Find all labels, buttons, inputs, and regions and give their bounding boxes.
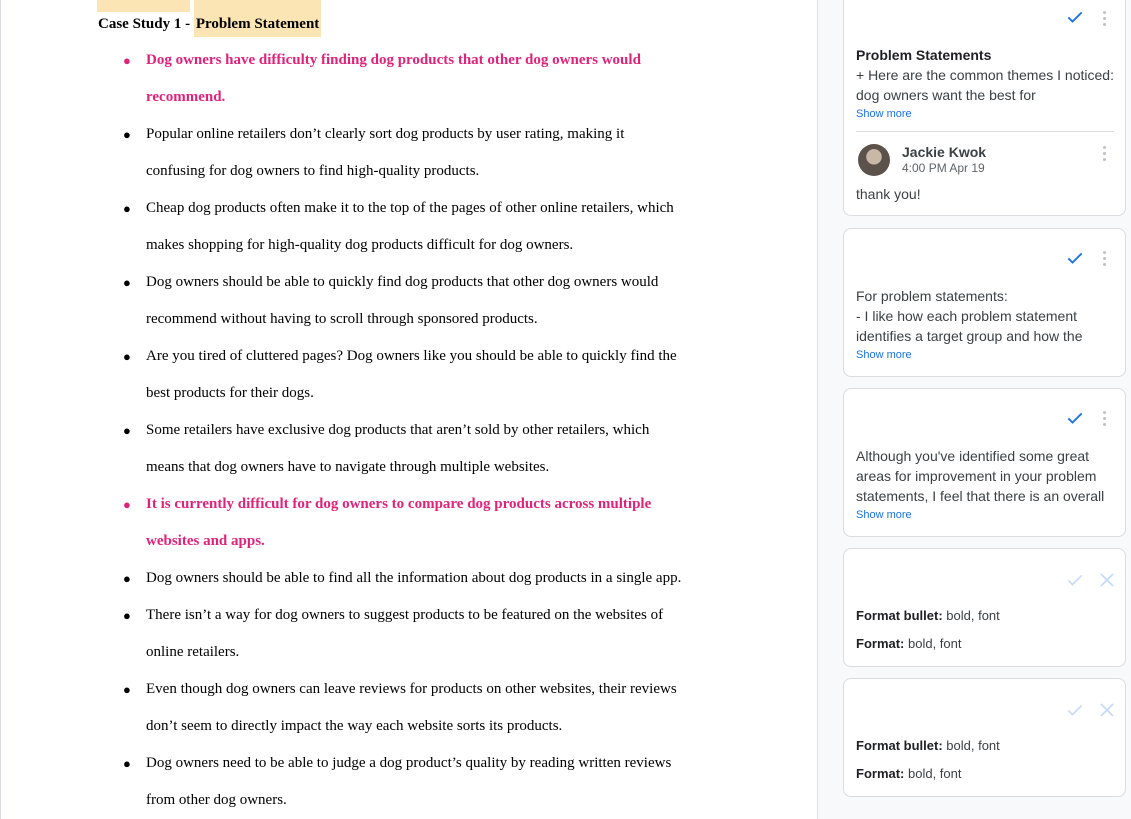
bullet-line[interactable] xyxy=(1,708,741,745)
bullet-line[interactable] xyxy=(1,634,741,671)
bullet-line[interactable] xyxy=(1,375,741,412)
comment-body: + Here are the common themes I noticed: dog owners want the best for xyxy=(856,67,1114,103)
bullet-line[interactable] xyxy=(1,190,741,227)
bullet-glyph: ● xyxy=(123,682,131,697)
divider xyxy=(856,131,1114,132)
check-icon[interactable] xyxy=(1065,408,1085,428)
format-bullet-line xyxy=(856,608,1000,623)
bullet-glyph: ● xyxy=(123,201,131,216)
more-vert-icon[interactable] xyxy=(1103,411,1107,427)
bullet-glyph: ● xyxy=(123,275,131,290)
format-bullet-line xyxy=(856,738,1000,753)
format-label: Format: xyxy=(856,766,905,781)
bullet-text: Dog owners have difficulty finding dog products that other dog owners would xyxy=(146,52,641,68)
bullet-text: It is currently difficult for dog owners to compare dog products across multiple xyxy=(146,496,652,512)
reject-close-icon[interactable] xyxy=(1099,702,1115,718)
bullet-line[interactable] xyxy=(1,782,741,819)
check-icon[interactable] xyxy=(1065,248,1085,268)
bullet-line[interactable] xyxy=(1,227,741,264)
bullet-glyph: ● xyxy=(123,571,131,586)
show-more-link[interactable]: Show more xyxy=(856,509,912,521)
bullet-text: Some retailers have exclusive dog products that aren’t sold by other retailers, which xyxy=(146,422,650,438)
bullet-line[interactable] xyxy=(1,338,741,375)
highlight-fragment xyxy=(97,0,190,12)
more-vert-icon[interactable] xyxy=(1103,11,1107,27)
more-vert-icon[interactable] xyxy=(1103,251,1107,267)
reply-author: Jackie Kwok xyxy=(902,144,987,160)
bullet-line[interactable] xyxy=(1,560,741,597)
comment-card-3[interactable] xyxy=(843,388,1126,537)
format-bullet-label: Format bullet: xyxy=(856,738,943,753)
format-bullet-value: bold, font xyxy=(942,738,1000,753)
format-line xyxy=(856,766,962,781)
comment-card-2[interactable] xyxy=(843,228,1126,377)
bullet-line[interactable] xyxy=(1,153,741,190)
bullet-text: Cheap dog products often make it to the top of the pages of other online retailers, which xyxy=(146,200,674,216)
heading-highlighted-text[interactable]: Problem Statement xyxy=(194,0,321,37)
bullet-glyph: ● xyxy=(123,423,131,438)
bullet-text: Dog owners should be able to quickly find dog products that other dog owners would xyxy=(146,274,659,290)
bullet-line[interactable] xyxy=(1,116,741,153)
bullet-glyph: ● xyxy=(123,127,131,142)
bullet-glyph: ● xyxy=(123,53,131,68)
bullet-text: Dog owners should be able to find all the information about dog products in a single app. xyxy=(146,570,682,586)
heading-prefix: Case Study 1 - xyxy=(98,16,194,32)
more-vert-icon[interactable] xyxy=(1103,146,1107,162)
bullet-line[interactable] xyxy=(1,671,741,708)
bullet-line[interactable] xyxy=(1,412,741,449)
comment-body: For problem statements: - I like how each problem statement identifies a target group and how the xyxy=(856,288,1083,344)
bullet-line[interactable] xyxy=(1,745,741,782)
bullet-text: makes shopping for high-quality dog products difficult for dog owners. xyxy=(146,237,574,253)
suggestion-card-1[interactable] xyxy=(843,548,1126,667)
suggestion-card-2[interactable] xyxy=(843,678,1126,797)
comment-title: Problem Statements xyxy=(856,47,992,63)
reply-timestamp: 4:00 PM Apr 19 xyxy=(902,161,985,175)
bullet-text: websites and apps. xyxy=(146,533,265,549)
bullet-line[interactable] xyxy=(1,301,741,338)
bullet-text: means that dog owners have to navigate through multiple websites. xyxy=(146,459,550,475)
bullet-text: best products for their dogs. xyxy=(146,385,314,401)
comments-sidebar xyxy=(818,0,1131,819)
avatar xyxy=(858,144,890,176)
bullet-text: Are you tired of cluttered pages? Dog owners like you should be able to quickly find the xyxy=(146,348,677,364)
bullet-text: online retailers. xyxy=(146,644,240,660)
bullet-glyph: ● xyxy=(123,756,131,771)
bullet-text: There isn’t a way for dog owners to suggest products to be featured on the websites of xyxy=(146,607,664,623)
bullet-text: Even though dog owners can leave reviews for products on other websites, their reviews xyxy=(146,681,677,697)
bullet-text: from other dog owners. xyxy=(146,792,287,808)
show-more-link[interactable]: Show more xyxy=(856,349,912,361)
bullet-glyph: ● xyxy=(123,497,131,512)
reply-text: thank you! xyxy=(856,186,921,202)
bullet-text: Dog owners need to be able to judge a dog product’s quality by reading written reviews xyxy=(146,755,672,771)
bullet-line[interactable] xyxy=(1,523,741,560)
reject-close-icon[interactable] xyxy=(1099,572,1115,588)
comment-body: Although you've identified some great areas for improvement in your problem statements, I feel that there is an overall xyxy=(856,448,1105,504)
bullet-text: don’t seem to directly impact the way each website sorts its products. xyxy=(146,718,563,734)
bullet-text: recommend without having to scroll through sponsored products. xyxy=(146,311,538,327)
format-line xyxy=(856,636,962,651)
format-label: Format: xyxy=(856,636,905,651)
bullet-line[interactable] xyxy=(1,264,741,301)
case-study-heading[interactable] xyxy=(98,14,321,37)
bullet-text: Popular online retailers don’t clearly sort dog products by user rating, making it xyxy=(146,126,625,142)
bullet-text: confusing for dog owners to find high-quality products. xyxy=(146,163,480,179)
accept-check-icon[interactable] xyxy=(1065,700,1085,720)
problem-statement-list xyxy=(1,42,761,819)
format-value: bold, font xyxy=(904,766,962,781)
bullet-line[interactable] xyxy=(1,42,741,79)
bullet-line[interactable] xyxy=(1,486,741,523)
bullet-line[interactable] xyxy=(1,597,741,634)
bullet-line[interactable] xyxy=(1,449,741,486)
bullet-glyph: ● xyxy=(123,608,131,623)
show-more-link[interactable]: Show more xyxy=(856,108,912,120)
check-icon[interactable] xyxy=(1065,7,1085,27)
bullet-text: recommend. xyxy=(146,89,226,105)
format-bullet-label: Format bullet: xyxy=(856,608,943,623)
accept-check-icon[interactable] xyxy=(1065,570,1085,590)
bullet-glyph: ● xyxy=(123,349,131,364)
format-bullet-value: bold, font xyxy=(942,608,1000,623)
format-value: bold, font xyxy=(904,636,962,651)
comment-card-problem-statements[interactable] xyxy=(843,0,1126,216)
bullet-line[interactable] xyxy=(1,79,741,116)
